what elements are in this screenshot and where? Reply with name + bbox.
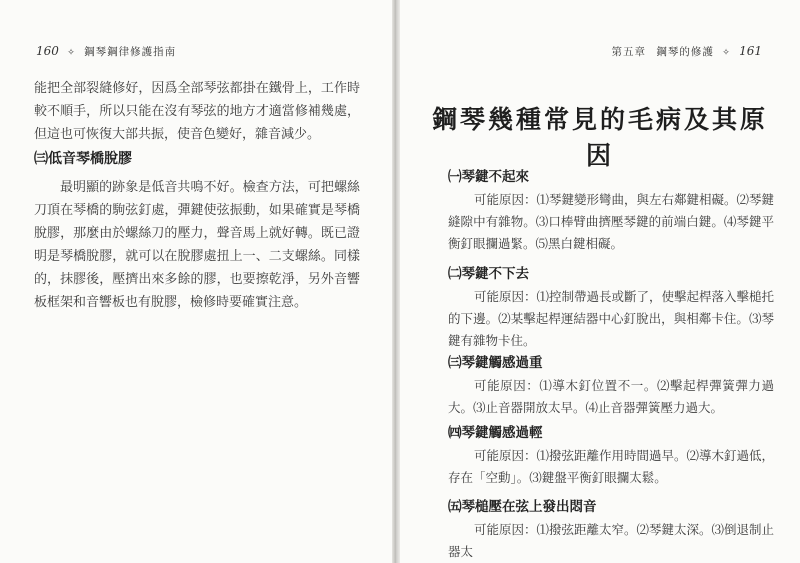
section-body: 可能原因：⑴撥弦距離作用時間過早。⑵導木釘過低，存在「空動」。⑶鍵盤平衡釘眼攔太鬆。 bbox=[448, 448, 775, 485]
diamond-ornament-icon: ✧ bbox=[722, 48, 731, 58]
section-body: 可能原因：⑴琴鍵變形彎曲，與左右鄰鍵相礙。⑵琴鍵縫隙中有雜物。⑶口棒臂曲擠壓琴鍵的前端白鍵。⑷琴鍵平衡釘眼攔過緊。⑸黑白鍵相礙。 bbox=[448, 192, 775, 251]
book-title: 鋼琴鋼律修護指南 bbox=[84, 46, 177, 58]
section-heading: ㈢琴鍵觸感過重 bbox=[448, 355, 543, 371]
right-page-number: 161 bbox=[739, 44, 762, 58]
chapter-name: 鋼琴的修護 bbox=[656, 46, 714, 58]
diamond-ornament-icon: ✧ bbox=[67, 48, 76, 58]
section-body: 可能原因：⑴控制帶過長或斷了，使擊起桿落入擊槌托的下邊。⑵某擊起桿運結器中心釘脫出，與相鄰卡住。⑶琴鍵有雜物卡住。 bbox=[448, 289, 775, 348]
right-page bbox=[400, 0, 800, 563]
section-body: 可能原因：⑴導木釘位置不一。⑵擊起桿彈簧彈力過大。⑶止音器開放太早。⑷止音器彈簧壓力過大。 bbox=[448, 378, 774, 415]
section-heading: ㈣琴鍵觸感過輕 bbox=[448, 425, 543, 441]
section-heading: ㈤琴槌壓在弦上發出悶音 bbox=[448, 499, 597, 515]
intro-paragraph: 能把全部裂縫修好，因爲全部琴弦都掛在鐵骨上，工作時較不順手，所以只能在沒有琴弦的地方才適當修補幾處，但這也可恢復大部共振，使音色變好，雜音減少。 bbox=[34, 81, 360, 142]
left-running-head bbox=[36, 44, 176, 59]
book-gutter bbox=[392, 0, 400, 563]
chapter-title: 鋼琴幾種常見的毛病及其原因 bbox=[431, 105, 768, 170]
section-body: 可能原因：⑴撥弦距離太窄。⑵琴鍵太深。⑶倒退制止器太 bbox=[448, 522, 775, 559]
section-heading-bass-bridge: ㈢低音琴橋脫膠 bbox=[34, 151, 132, 167]
left-page-number: 160 bbox=[36, 44, 59, 58]
section-heading: ㈡琴鍵不下去 bbox=[448, 266, 529, 282]
chapter-label: 第五章 bbox=[611, 46, 647, 58]
section-heading: ㈠琴鍵不起來 bbox=[448, 169, 529, 185]
section-body-bass-bridge: 最明顯的跡象是低音共鳴不好。檢查方法，可把螺絲刀頂在琴橋的駒弦釘處，彈鍵使弦振動，如果確實是琴橋脫膠，那麼由於螺絲刀的壓力，聲音馬上就好轉。既已證明是琴橋脫膠，就可以在脫膠處扭上一、二支螺絲。同樣的，抹膠後，壓擠出來多餘的膠，也要擦乾淨，另外音響板框架和音響板也有脫膠，檢修時要確實注意。 bbox=[34, 180, 360, 310]
left-page bbox=[0, 0, 392, 563]
right-running-head bbox=[612, 44, 762, 59]
